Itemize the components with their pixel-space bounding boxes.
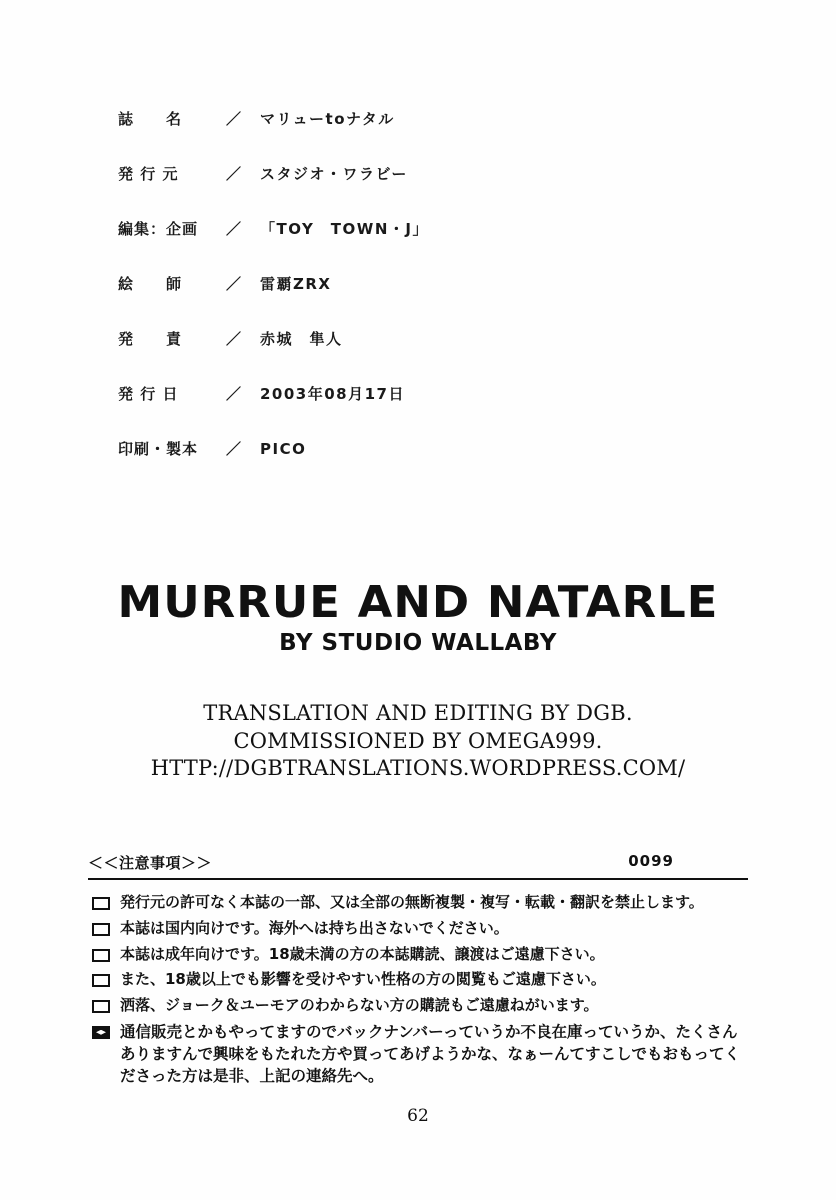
colophon-label: 発 責 <box>118 330 183 348</box>
diamond-checkbox-icon <box>92 1026 110 1039</box>
checkbox-icon <box>92 897 110 910</box>
colophon-value: スタジオ・ワラビー <box>260 165 408 183</box>
colophon-value: PICO <box>260 440 307 458</box>
colophon-value: 雷覇ZRX <box>260 275 332 293</box>
page-subtitle: BY STUDIO WALLABY <box>279 630 557 657</box>
page-title: MURRUE AND NATARLE <box>117 577 719 628</box>
colophon-row <box>118 218 738 239</box>
notice-text: また、18歳以上でも影響を受けやすい性格の方の閲覧もご遠慮下さい。 <box>120 970 606 989</box>
list-item <box>92 944 752 966</box>
page-number: 62 <box>407 1106 429 1126</box>
colophon-value: 赤城 隼人 <box>260 330 343 348</box>
colophon-row <box>118 273 738 294</box>
credit-line-translation: TRANSLATION AND EDITING BY DGB. <box>203 701 633 725</box>
colophon-block <box>118 108 738 493</box>
notice-text: 本誌は成年向けです。18歳未満の方の本誌購読、譲渡はご遠慮下さい。 <box>120 944 605 963</box>
checkbox-icon <box>92 949 110 962</box>
colophon-value: マリューtoナタル <box>260 110 395 128</box>
colophon-label: 発 行 元 <box>118 165 179 183</box>
list-item <box>92 969 752 991</box>
credit-line-url: HTTP://DGBTRANSLATIONS.WORDPRESS.COM/ <box>150 756 686 781</box>
divider <box>88 878 748 880</box>
colophon-separator: ／ <box>226 220 243 238</box>
notice-header: ＜＜注意事項＞＞ <box>88 854 213 872</box>
checkbox-icon <box>92 974 110 987</box>
checkbox-icon <box>92 1000 110 1013</box>
colophon-value: 「TOY TOWN・J」 <box>260 220 429 238</box>
colophon-label: 誌 名 <box>118 110 183 128</box>
notice-text: 洒落、ジョーク＆ユーモアのわからない方の購読もご遠慮ねがいます。 <box>120 996 599 1014</box>
colophon-separator: ／ <box>226 165 243 183</box>
notice-text: 発行元の許可なく本誌の一部、又は全部の無断複製・複写・転載・翻訳を禁止します。 <box>120 893 704 911</box>
list-item <box>92 892 752 914</box>
notice-text: 通信販売とかもやってますのでバックナンバーっていうか不良在庫っていうか、たくさんありますんで興味をもたれた方や買ってあげようかな、なぁーんてすこしでもおもってくださった方は是非、上記の連絡先へ。 <box>120 1022 741 1085</box>
checkbox-icon <box>92 923 110 936</box>
colophon-label: 編集：企画 <box>118 220 199 238</box>
list-item <box>92 918 752 940</box>
list-item <box>92 1021 752 1087</box>
title-block <box>0 577 836 657</box>
page-code: 0099 <box>628 852 674 870</box>
colophon-label: 発 行 日 <box>118 385 179 403</box>
colophon-label: 絵 師 <box>118 275 183 293</box>
colophon-separator: ／ <box>226 110 243 128</box>
credit-line-commission: COMMISSIONED BY OMEGA999. <box>233 728 603 753</box>
colophon-value: 2003年08月17日 <box>260 385 405 403</box>
list-item <box>92 995 752 1017</box>
colophon-label: 印刷・製本 <box>118 440 199 458</box>
colophon-row <box>118 163 738 184</box>
notice-text: 本誌は国内向けです。海外へは持ち出さないでください。 <box>120 918 509 937</box>
notice-list <box>92 892 752 1091</box>
colophon-row <box>118 438 738 459</box>
colophon-separator: ／ <box>226 440 243 458</box>
colophon-separator: ／ <box>226 330 243 348</box>
colophon-separator: ／ <box>226 385 243 403</box>
colophon-row <box>118 383 738 404</box>
colophon-separator: ／ <box>226 275 243 293</box>
colophon-row <box>118 108 738 129</box>
colophon-row <box>118 328 738 349</box>
credits-block <box>0 700 836 783</box>
